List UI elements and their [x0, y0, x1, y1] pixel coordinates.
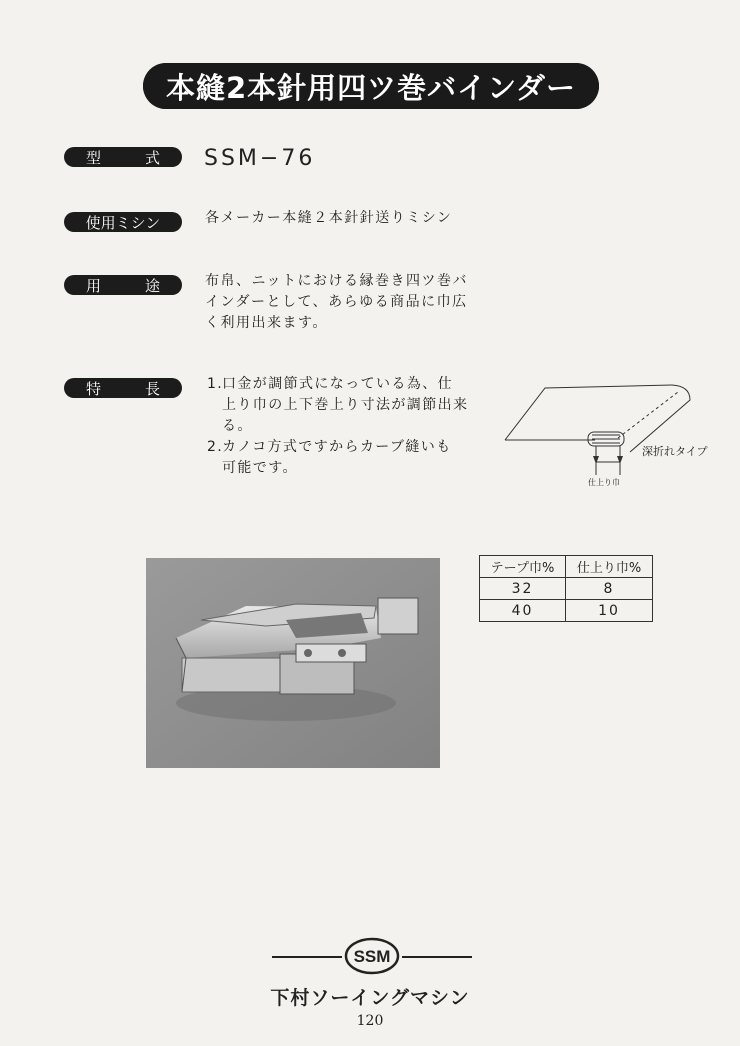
label-features — [64, 378, 182, 398]
fabric-edge — [505, 385, 672, 440]
label-machine: 使用ミシン — [64, 212, 182, 232]
table-cell: 32 — [480, 578, 566, 600]
table-row — [480, 600, 653, 622]
spec-table — [479, 555, 653, 622]
label-model-char-2: 式 — [144, 148, 160, 167]
footer-rule-left — [272, 956, 342, 958]
dimension-label: 仕上り巾 — [588, 478, 620, 487]
machine-value: 各メーカー本縫２本針針送りミシン — [205, 210, 453, 226]
table-header-row — [480, 556, 653, 578]
label-features-char-1: 特 — [86, 379, 102, 398]
header-tape-width: テープ巾% — [480, 556, 566, 578]
table-cell: 10 — [566, 600, 653, 622]
label-usage-char-2: 途 — [144, 276, 160, 295]
table-row — [480, 578, 653, 600]
logo-text: SSM — [353, 947, 391, 966]
header-finished-width: 仕上り巾% — [566, 556, 653, 578]
feature-line: カノコ方式ですからカーブ縫いも — [222, 439, 452, 455]
feature-line: る。 — [222, 418, 253, 434]
usage-text — [205, 271, 468, 334]
product-photo — [146, 558, 440, 768]
table-cell: 40 — [480, 600, 566, 622]
binding-diagram — [500, 380, 725, 490]
feature-line: 可能です。 — [222, 460, 298, 476]
ssm-logo — [344, 937, 400, 975]
page-number: 120 — [356, 1013, 384, 1029]
diagram-caption: 深折れタイプ — [642, 446, 708, 458]
table-cell: 8 — [566, 578, 653, 600]
feature-line: 上り巾の上下巻上り寸法が調節出来 — [222, 397, 469, 413]
usage-line: く利用出来ます。 — [205, 315, 328, 331]
label-usage-char-1: 用 — [86, 276, 102, 295]
label-features-char-2: 長 — [144, 379, 160, 398]
page-title: 本縫2本針用四ツ巻バインダー — [143, 63, 599, 109]
footer-rule-right — [402, 956, 472, 958]
label-usage — [64, 275, 182, 295]
feature-item-2 — [207, 437, 477, 479]
usage-line: インダーとして、あらゆる商品に巾広 — [205, 294, 468, 310]
usage-line: 布帛、ニットにおける縁巻き四ツ巻バ — [205, 273, 468, 289]
feature-num: 2. — [207, 439, 224, 455]
feature-item-1 — [207, 374, 477, 437]
feature-num: 1. — [207, 376, 224, 392]
feature-line: 口金が調節式になっている為、仕 — [222, 376, 453, 392]
company-name: 下村ソーイングマシン — [270, 987, 470, 1009]
model-value: SSM−76 — [204, 146, 316, 171]
label-model — [64, 147, 182, 167]
label-model-char-1: 型 — [86, 148, 102, 167]
